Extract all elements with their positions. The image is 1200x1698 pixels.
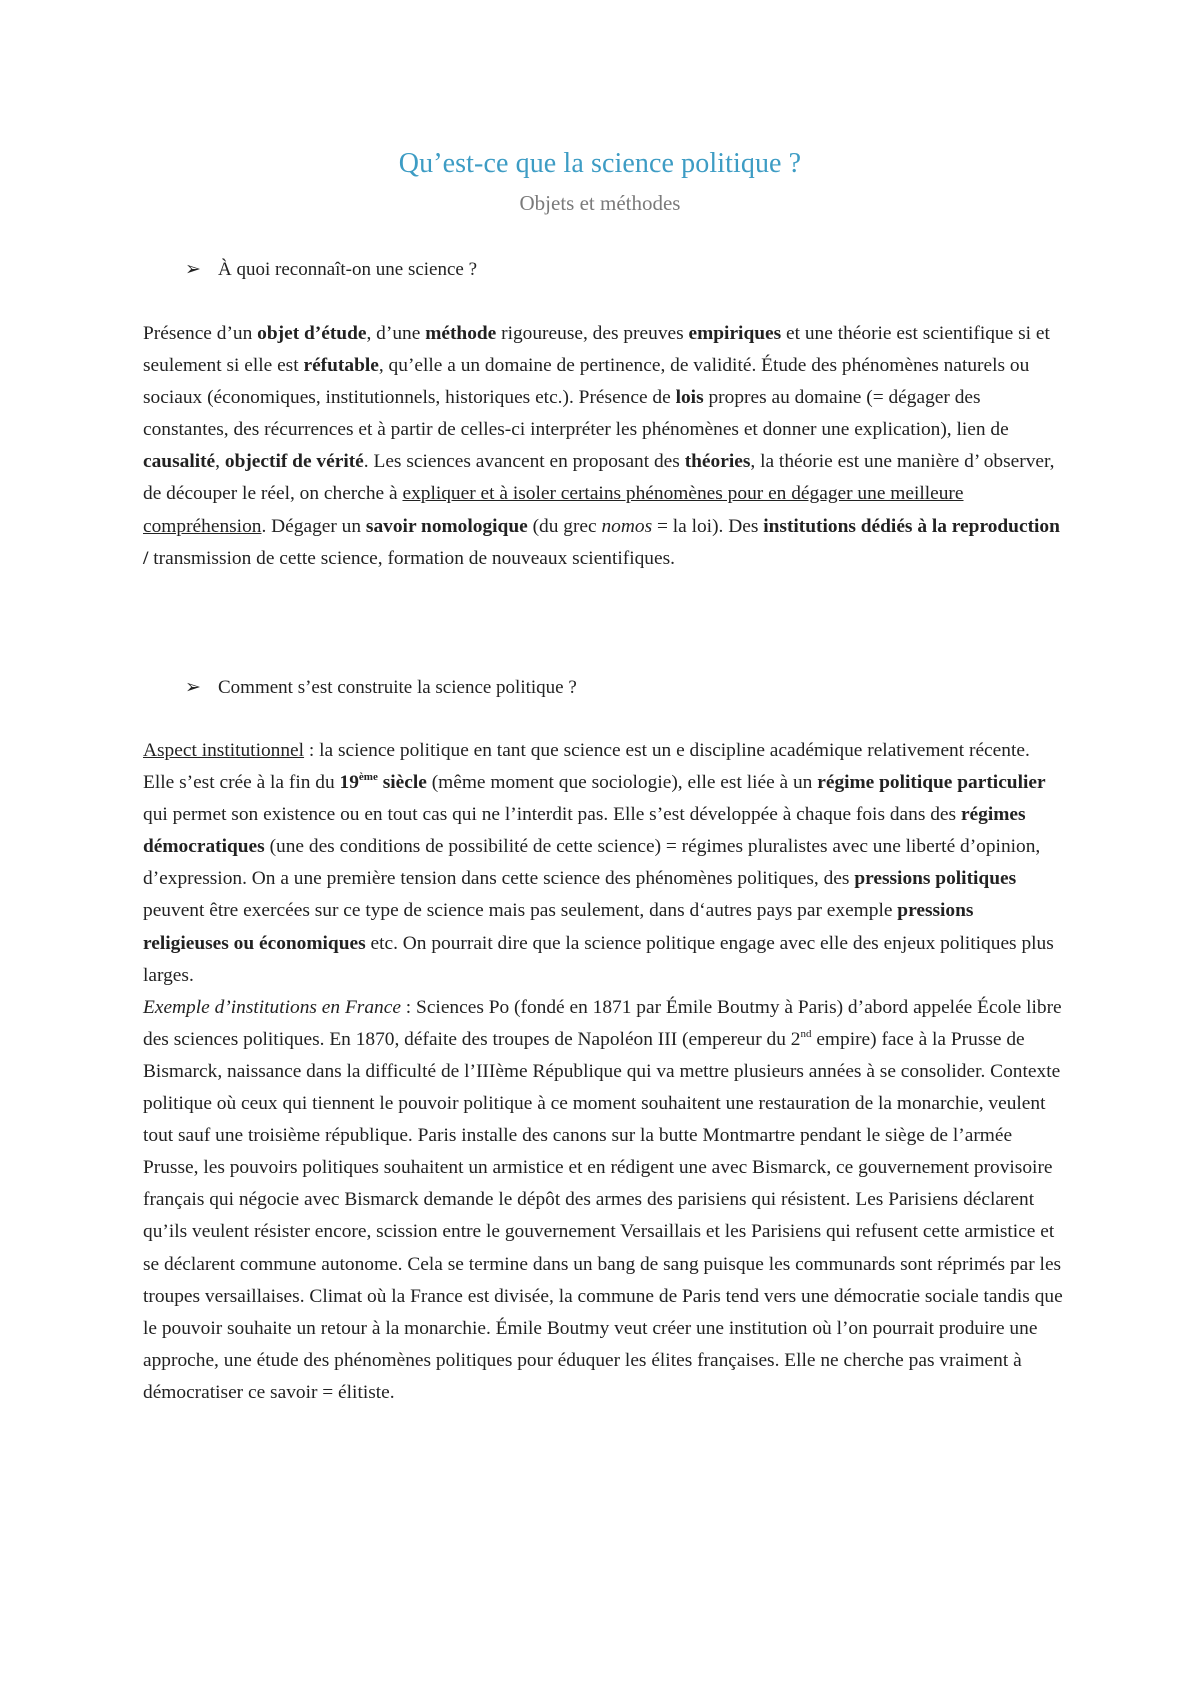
section-heading-text: À quoi reconnaît-on une science ? (218, 259, 478, 280)
paragraph-science-definition (143, 318, 1063, 575)
bold-term: objet d’étude (257, 323, 367, 344)
underlined-phrase: Aspect institutionnel (143, 740, 305, 761)
bold-term: institutions dédiés à la reproduction / (143, 515, 1060, 569)
section-heading-1 (185, 258, 477, 281)
text-run: , la théorie est une manière d’ observer, de découper le réel, on cherche à (143, 451, 1055, 505)
page-title: Qu’est-ce que la science politique ? (398, 148, 802, 179)
superscript: ème (358, 771, 378, 784)
text-run: (même moment que sociologie), elle est liée à un (426, 772, 818, 794)
bold-term: causalité (143, 451, 216, 473)
bold-term: réfutable (303, 355, 379, 377)
text-run: : la science politique en tant que science est un e discipline académique relativement récente. Elle s’est crée à la fin du (143, 740, 1030, 794)
page-subtitle: Objets et méthodes (519, 191, 681, 215)
text-run: empire) face à la Prusse de Bismarck, naissance dans la difficulté de l’IIIème République qui va mettre plusieurs années à se consolider. Contexte politique où ceux qui tiennent le pouvoir politique à ce moment souhaitent une restauration de la monarchie, veulent tout sauf une troisième république. Paris installe des canons sur la butte Montmartre pendant le siège de l’armée Prusse, les pouvoirs politiques souhaitent un armistice et en rédigent une avec Bismarck, ce gouvernement provisoire français qui négocie avec Bismarck demande le dépôt des armes des parisiens qui résistent. Les Parisiens déclarent qu’ils veulent résister encore, scission entre le gouvernement Versaillais et les Parisiens qui refusent cette armistice et se déclarent commune autonome. Cela se termine dans un bang de sang puisque les communards sont réprimés par les troupes versaillaises. Climat où la France est divisée, la commune de Paris tend vers une démocratie sociale tandis que le pouvoir souhaite un retour à la monarchie. Émile Boutmy veut créer une institution où l’on pourrait produire une approche, une étude des phénomènes politiques pour éduquer les élites françaises. Elle ne cherche pas vraiment à démocratiser ce savoir = élitiste. (143, 1028, 1063, 1403)
underlined-phrase: expliquer et à isoler certains phénomènes pour en dégager une meilleure compréhension (143, 483, 964, 537)
text-run: qui permet son existence ou en tout cas qui ne l’interdit pas. Elle s’est développée à chaque fois dans des (143, 804, 961, 826)
italic-term: Exemple d’institutions en France (143, 996, 401, 1018)
text-run: transmission de cette science, formation de nouveaux scientifiques. (148, 547, 676, 569)
bold-term (340, 772, 427, 793)
text-run: et une théorie est scientifique si et seulement si elle est (143, 323, 1050, 377)
text-run: rigoureuse, des preuves (496, 323, 689, 344)
text-run: : Sciences Po (fondé en 1871 par Émile Boutmy à Paris) d’abord appelée École libre des sciences politiques. En 1870, défaite des troupes de Napoléon III (empereur du 2 (143, 996, 1062, 1050)
text-run: peuvent être exercées sur ce type de science mais pas seulement, dans d‘autres pays par exemple (143, 900, 898, 922)
text-run: , (215, 451, 225, 473)
bold-term: théories (684, 451, 751, 473)
arrow-bullet-icon: ➢ (185, 677, 201, 698)
bold-term: objectif de vérité (224, 451, 364, 473)
text-run: 19 (339, 772, 359, 794)
bold-term: pressions politiques (854, 868, 1017, 890)
text-run: . Les sciences avancent en proposant des (363, 451, 685, 473)
paragraph-institutional-aspect (143, 735, 1063, 1409)
bold-term: lois (675, 387, 704, 409)
text-run: , qu’elle a un domaine de pertinence, de validité. Étude des phénomènes naturels ou sociaux (économiques, institutionnels, historiques etc.). Présence de (143, 355, 1030, 409)
bold-term: méthode (425, 323, 497, 344)
section-heading-text: Comment s’est construite la science politique ? (218, 677, 577, 698)
bold-term: savoir nomologique (365, 515, 528, 537)
superscript: nd (800, 1027, 812, 1040)
bold-term: régimes démocratiques (143, 804, 1026, 858)
text-run: (une des conditions de possibilité de cette science) = régimes pluralistes avec une liberté d’opinion, d’expression. On a une première tension dans cette science des phénomènes politiques, des (143, 836, 1041, 890)
text-run: , d’une (366, 323, 426, 344)
bold-term: régime politique particulier (817, 772, 1046, 794)
bold-term: pressions religieuses ou économiques (143, 900, 974, 954)
text-run: . Dégager un (261, 515, 366, 537)
text-run: (du grec (527, 515, 602, 537)
text-run: siècle (377, 772, 427, 794)
italic-term: nomos (601, 515, 653, 537)
text-run: propres au domaine (= dégager des constantes, des récurrences et à partir de celles-ci interpréter les phénomènes et donner une explication), lien de (143, 387, 1009, 441)
text-run: Présence d’un (143, 323, 258, 344)
text-run: = la loi). Des (652, 515, 764, 537)
section-heading-2 (185, 676, 577, 699)
arrow-bullet-icon: ➢ (185, 259, 201, 280)
text-run: etc. On pourrait dire que la science politique engage avec elle des enjeux politiques plus larges. (143, 932, 1054, 986)
bold-term: empiriques (688, 323, 782, 344)
